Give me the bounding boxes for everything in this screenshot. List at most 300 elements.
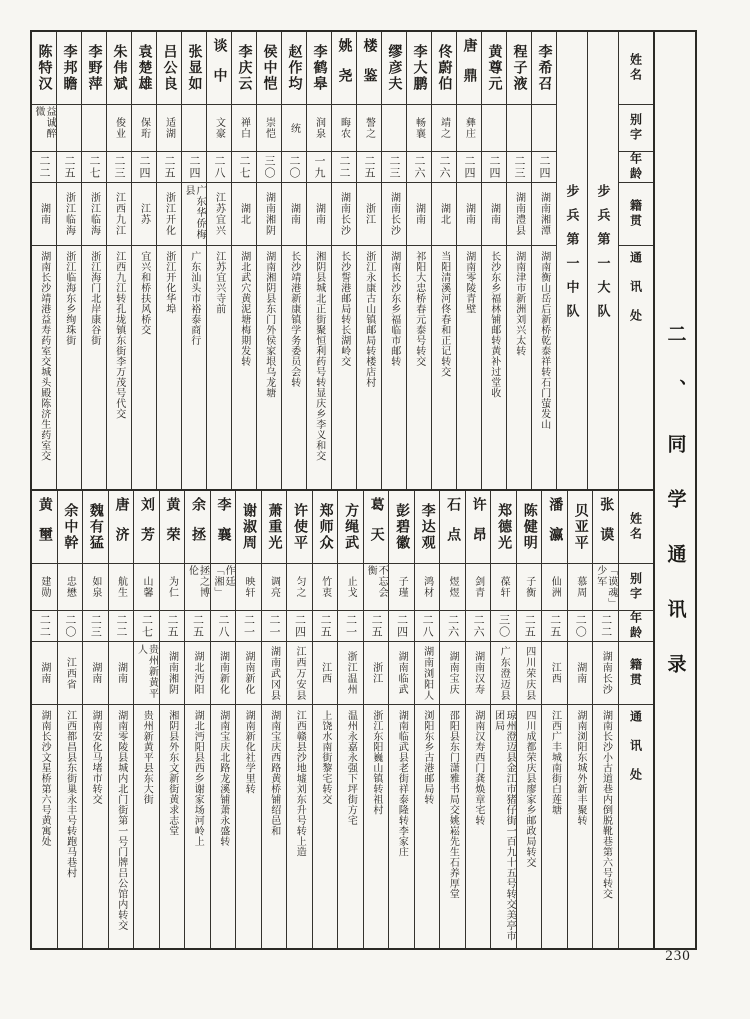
person-age: 二五 <box>319 614 332 638</box>
person-name: 许昂 <box>470 496 486 558</box>
person-name-cell <box>32 491 57 564</box>
person-age-cell <box>160 611 185 642</box>
person-age: 二五 <box>63 155 75 179</box>
person-courtesy-cell <box>32 105 56 152</box>
person-age-cell <box>593 611 618 642</box>
person-name-cell <box>182 32 206 105</box>
person-age-cell <box>357 152 381 183</box>
person-contact-cell <box>457 246 481 489</box>
person-courtesy: 统 <box>288 122 300 134</box>
person-contact: 湖南长沙文星桥第六号黄寓处 <box>39 710 51 847</box>
person-courtesy: 仙洲 <box>549 576 561 598</box>
person-age-cell <box>132 152 156 183</box>
person-age: 二五 <box>548 614 561 638</box>
person-age: 二二 <box>38 155 50 179</box>
person-contact: 湖南临武县老街祥泰隆转李家庄 <box>396 710 408 857</box>
person-contact-cell <box>157 246 181 489</box>
person-courtesy-cell <box>134 564 159 611</box>
person-courtesy-cell <box>287 564 312 611</box>
person-contact-cell <box>338 705 363 948</box>
person-name: 贝亚平 <box>572 503 588 551</box>
person-contact: 浙江开化华埠 <box>163 251 175 314</box>
person-courtesy: 子瑾 <box>396 576 408 598</box>
person-age: 二〇 <box>63 614 76 638</box>
header-column <box>618 32 653 489</box>
person-native-cell <box>82 183 106 246</box>
person-contact-cell <box>313 705 338 948</box>
person-age: 二三 <box>388 155 400 179</box>
person-column <box>406 32 431 489</box>
directory-table <box>32 32 653 948</box>
person-contact: 贵州新黄平县东大街 <box>141 710 153 805</box>
person-contact-cell <box>532 246 556 489</box>
person-age: 二二 <box>338 155 350 179</box>
person-name: 李庆云 <box>236 44 252 92</box>
person-courtesy-cell <box>357 105 381 152</box>
person-native: 浙江 <box>363 203 375 225</box>
person-column <box>159 491 185 948</box>
person-age-cell <box>532 152 556 183</box>
person-age: 三〇 <box>497 614 510 638</box>
person-courtesy-cell <box>211 564 236 611</box>
person-native: 江苏宜兴 <box>213 192 225 236</box>
person-name: 萧重光 <box>266 503 282 551</box>
person-age-cell <box>109 611 134 642</box>
person-name: 李襄 <box>215 496 231 558</box>
person-native: 四川荣庆县 <box>523 645 535 701</box>
person-contact-cell <box>482 246 506 489</box>
person-contact-cell <box>83 705 108 948</box>
person-native-cell <box>107 183 131 246</box>
person-contact-cell <box>185 705 210 948</box>
unit-label: 步兵第一中队 <box>564 183 580 328</box>
person-contact: 湖南衡山岳后新桥乾泰祥转石门萤发山 <box>538 251 550 430</box>
person-column <box>231 32 256 489</box>
person-native-cell <box>457 183 481 246</box>
person-name: 彭碧徽 <box>394 503 410 551</box>
person-age-cell <box>457 152 481 183</box>
person-courtesy-cell <box>313 564 338 611</box>
person-courtesy-cell <box>482 105 506 152</box>
person-age: 二七 <box>140 614 153 638</box>
person-name: 刘芳 <box>138 496 154 558</box>
person-name-cell <box>282 32 306 105</box>
person-name-cell <box>236 491 261 564</box>
person-contact-cell <box>568 705 593 948</box>
person-column <box>108 491 134 948</box>
person-native-cell <box>83 642 108 705</box>
person-column <box>337 491 363 948</box>
person-native: 江西 <box>319 662 331 684</box>
person-column <box>32 32 56 489</box>
person-name: 郑德光 <box>496 503 512 551</box>
person-courtesy-cell <box>491 564 516 611</box>
person-name: 朱伟斌 <box>111 44 127 92</box>
person-contact-cell <box>364 705 389 948</box>
person-name: 郑师众 <box>317 503 333 551</box>
person-native: 湖南临武 <box>396 651 408 695</box>
person-age: 二四 <box>488 155 500 179</box>
person-name: 吕公良 <box>161 44 177 92</box>
directory-section <box>32 32 653 489</box>
person-contact: 长沙誓港邮局转长湖岭交 <box>338 251 350 367</box>
person-column <box>531 32 556 489</box>
person-column <box>331 32 356 489</box>
person-age-cell <box>257 152 281 183</box>
person-native-cell <box>185 642 210 705</box>
person-name-cell <box>82 32 106 105</box>
person-native-cell <box>432 183 456 246</box>
person-name: 张显如 <box>186 44 202 92</box>
person-courtesy: 彝庄 <box>463 117 475 139</box>
person-contact: 祁阳大忠桥春元泰号转交 <box>413 251 425 367</box>
unit-column <box>587 32 618 489</box>
person-contact: 长沙东乡福林铺邮转黄补过堂收 <box>488 251 500 398</box>
person-native-cell <box>182 183 206 246</box>
person-courtesy-cell <box>332 105 356 152</box>
person-name: 潘瀛 <box>547 496 563 558</box>
person-age: 二一 <box>344 614 357 638</box>
person-courtesy-cell <box>185 564 210 611</box>
person-column <box>256 32 281 489</box>
person-name-cell <box>568 491 593 564</box>
person-native-cell <box>58 642 83 705</box>
person-native: 湖南湘潭 <box>538 192 550 236</box>
person-age: 二四 <box>395 614 408 638</box>
person-column <box>516 491 542 948</box>
person-age: 二三 <box>89 614 102 638</box>
person-courtesy: 謷之 <box>363 117 375 139</box>
person-courtesy-cell <box>407 105 431 152</box>
person-contact-cell <box>232 246 256 489</box>
person-courtesy-cell <box>160 564 185 611</box>
person-contact-cell <box>32 246 56 489</box>
person-contact-cell <box>82 246 106 489</box>
person-courtesy: 为仁 <box>166 576 178 598</box>
person-courtesy: 畅襄 <box>413 117 425 139</box>
person-age-cell <box>32 611 57 642</box>
person-courtesy: 忠懋 <box>64 576 76 598</box>
person-courtesy: 崇恺 <box>263 117 275 139</box>
header-courtesy-label: 别字 <box>628 572 643 602</box>
person-age: 二六 <box>446 614 459 638</box>
person-contact: 湖南浏阳东城外新丰聚转 <box>574 710 586 826</box>
person-age-cell <box>440 611 465 642</box>
person-age-cell <box>32 152 56 183</box>
person-native-cell <box>282 183 306 246</box>
person-native-cell <box>415 642 440 705</box>
header-courtesy-cell <box>619 105 653 152</box>
person-column <box>465 491 491 948</box>
person-age: 二八 <box>421 614 434 638</box>
person-age: 二〇 <box>574 614 587 638</box>
person-name: 谢淑周 <box>241 503 257 551</box>
person-age-cell <box>282 152 306 183</box>
person-age: 二二 <box>114 614 127 638</box>
person-contact: 湖南宝庆西路黄桥铺绍邑和 <box>268 710 280 836</box>
person-age: 二二 <box>599 614 612 638</box>
person-name: 佟蔚伯 <box>436 44 452 92</box>
header-native-label: 籍贯 <box>628 199 643 229</box>
person-age-cell <box>236 611 261 642</box>
person-courtesy: 文豪 <box>213 117 225 139</box>
person-column <box>312 491 338 948</box>
person-age-cell <box>491 611 516 642</box>
person-name: 黄尊元 <box>486 44 502 92</box>
person-column <box>456 32 481 489</box>
header-name-cell <box>619 491 653 564</box>
header-courtesy-cell <box>619 564 653 611</box>
person-age-cell <box>83 611 108 642</box>
header-contact-label: 通讯处 <box>628 710 643 797</box>
person-contact: 湖南长沙靖港益寿药室交城头殿陈济生药室交 <box>38 251 50 461</box>
person-native: 浙江开化 <box>163 192 175 236</box>
person-contact: 江西赣县沙地墟刘东升号转上造 <box>294 710 306 857</box>
person-courtesy: 保珩 <box>138 117 150 139</box>
person-courtesy-cell <box>457 105 481 152</box>
directory-section <box>32 489 653 948</box>
person-native-cell <box>482 183 506 246</box>
person-contact-cell <box>389 705 414 948</box>
person-age: 二四 <box>188 155 200 179</box>
person-contact-cell <box>282 246 306 489</box>
person-name-cell <box>382 32 406 105</box>
person-column <box>56 32 81 489</box>
person-native-cell <box>389 642 414 705</box>
person-courtesy-cell <box>182 105 206 152</box>
person-courtesy-cell <box>82 105 106 152</box>
person-contact: 湖南长沙小古道巷内倒脱靴巷第六号转交 <box>600 710 612 899</box>
person-contact-cell <box>109 705 134 948</box>
person-name-cell <box>517 491 542 564</box>
person-name-cell <box>457 32 481 105</box>
person-age-cell <box>382 152 406 183</box>
unit-column <box>556 32 587 489</box>
person-age-cell <box>307 152 331 183</box>
person-native-cell <box>338 642 363 705</box>
person-age-cell <box>568 611 593 642</box>
person-age: 一九 <box>313 155 325 179</box>
person-name-cell <box>157 32 181 105</box>
person-contact: 湖南零陵青壁 <box>463 251 475 314</box>
person-native-cell <box>157 183 181 246</box>
person-contact-cell <box>262 705 287 948</box>
person-age-cell <box>287 611 312 642</box>
person-name: 李邦瞻 <box>61 44 77 92</box>
person-age: 二五 <box>523 614 536 638</box>
person-courtesy: 煜煜 <box>447 576 459 598</box>
person-courtesy: 禅白 <box>238 117 250 139</box>
person-native-cell <box>232 183 256 246</box>
person-courtesy-cell <box>440 564 465 611</box>
person-contact-cell <box>211 705 236 948</box>
person-contact: 湖南零陵县城内北门街第一号门牌吕公馆内转交 <box>115 710 127 931</box>
header-native-label: 籍贯 <box>628 658 643 688</box>
person-native-cell <box>32 642 57 705</box>
person-contact: 四川成都荣庆县廖家乡邮政局转交 <box>523 710 535 868</box>
person-name: 石点 <box>445 496 461 558</box>
person-native-cell <box>207 183 231 246</box>
person-contact: 浏阳东乡古港邮局转 <box>421 710 433 805</box>
person-age-cell <box>432 152 456 183</box>
page-number: 230 <box>665 948 691 964</box>
person-native: 湖南 <box>38 662 50 684</box>
header-name-label: 姓名 <box>628 53 643 83</box>
person-name-cell <box>415 491 440 564</box>
person-native: 浙江 <box>370 662 382 684</box>
person-native: 江苏 <box>138 203 150 225</box>
person-name-cell <box>57 32 81 105</box>
person-courtesy-cell <box>257 105 281 152</box>
person-native: 江西 <box>549 662 561 684</box>
person-age: 二八 <box>217 614 229 638</box>
unit-label: 步兵第一大队 <box>595 183 611 328</box>
person-native-cell <box>440 642 465 705</box>
person-name-cell <box>58 491 83 564</box>
person-native-cell <box>466 642 491 705</box>
person-age-cell <box>332 152 356 183</box>
person-native: 江西九江 <box>113 192 125 236</box>
person-native: 浙江临海 <box>88 192 100 236</box>
person-age: 二三 <box>113 155 125 179</box>
person-name: 赵作均 <box>286 44 302 92</box>
section-title-strip <box>653 32 695 948</box>
header-age-label: 年龄 <box>628 611 643 641</box>
person-courtesy: 葆轩 <box>498 576 510 598</box>
person-courtesy: 航生 <box>115 576 127 598</box>
person-native: 湖南长沙 <box>600 651 612 695</box>
person-native-cell <box>382 183 406 246</box>
header-name-label: 姓名 <box>628 512 643 542</box>
person-contact-cell <box>382 246 406 489</box>
person-native-cell <box>364 642 389 705</box>
header-contact-cell <box>619 705 653 948</box>
person-age-cell <box>313 611 338 642</box>
person-name: 李达观 <box>419 503 435 551</box>
person-contact: 湖南湘阴县东门外侯家垠乌龙塘 <box>263 251 275 398</box>
person-native: 湖南 <box>574 662 586 684</box>
person-native-cell <box>160 642 185 705</box>
person-native-cell <box>211 642 236 705</box>
person-column <box>439 491 465 948</box>
person-name-cell <box>83 491 108 564</box>
person-native-cell <box>568 642 593 705</box>
person-courtesy: 建勋 <box>38 576 50 598</box>
person-courtesy: 「谟魂」少军 <box>594 565 617 605</box>
person-contact: 浙江东阳巍山镇转祖村 <box>370 710 382 815</box>
person-column <box>181 32 206 489</box>
person-column <box>388 491 414 948</box>
person-contact-cell <box>207 246 231 489</box>
person-native: 湖南 <box>313 203 325 225</box>
person-contact: 江西广丰城南街白莲塘 <box>549 710 561 815</box>
person-courtesy-cell <box>307 105 331 152</box>
person-courtesy: 映轩 <box>243 576 255 598</box>
person-age: 二〇 <box>288 155 300 179</box>
person-name: 黄荣 <box>164 496 180 558</box>
person-native: 江西省 <box>64 656 76 690</box>
person-native: 湖南 <box>115 662 127 684</box>
person-contact: 湖南津市新洲刘兴太转 <box>513 251 525 356</box>
person-courtesy-cell <box>109 564 134 611</box>
person-name-cell <box>109 491 134 564</box>
person-native: 湖南新化 <box>243 651 255 695</box>
header-contact-label: 通讯处 <box>628 251 643 338</box>
person-courtesy: 靖之 <box>438 117 450 139</box>
person-native: 湖南浏阳人 <box>421 645 433 701</box>
person-courtesy: 山馨 <box>140 576 152 598</box>
person-contact: 湖南宝庆北路龙溪铺萧永盛转 <box>217 710 229 847</box>
person-contact-cell <box>134 705 159 948</box>
person-courtesy: 润泉 <box>313 117 325 139</box>
person-native-cell <box>313 642 338 705</box>
person-courtesy: 匀之 <box>294 576 306 598</box>
person-contact-cell <box>160 705 185 948</box>
person-age: 二四 <box>463 155 475 179</box>
person-age-cell <box>364 611 389 642</box>
person-name-cell <box>232 32 256 105</box>
person-contact-cell <box>57 246 81 489</box>
person-contact: 宜兴和桥扶风桥交 <box>138 251 150 335</box>
person-courtesy-cell <box>262 564 287 611</box>
person-courtesy-cell <box>542 564 567 611</box>
person-name: 张谟 <box>598 496 614 558</box>
person-contact-cell <box>182 246 206 489</box>
person-name: 葛天 <box>368 496 384 558</box>
person-courtesy: 适湖 <box>163 117 175 139</box>
person-column <box>32 491 57 948</box>
person-courtesy-cell <box>415 564 440 611</box>
person-name: 程子液 <box>511 44 527 92</box>
person-age: 二一 <box>242 614 255 638</box>
person-native-cell <box>407 183 431 246</box>
person-courtesy: 竹衷 <box>319 576 331 598</box>
person-contact: 温州永嘉永强下坪街方宅 <box>345 710 357 826</box>
person-courtesy-cell <box>157 105 181 152</box>
person-age: 二五 <box>363 155 375 179</box>
person-age: 二七 <box>88 155 100 179</box>
person-age-cell <box>407 152 431 183</box>
person-courtesy-cell <box>382 105 406 152</box>
person-native-cell <box>32 183 56 246</box>
person-age: 二五 <box>163 155 175 179</box>
person-name: 李鹤皋 <box>311 44 327 92</box>
person-name: 方绳武 <box>343 503 359 551</box>
person-courtesy: 如泉 <box>89 576 101 598</box>
person-column <box>567 491 593 948</box>
person-contact: 长沙靖港新康镇学务委员会转 <box>288 251 300 388</box>
person-courtesy-cell <box>593 564 618 611</box>
person-native: 湖南湘阴 <box>166 651 178 695</box>
person-name-cell <box>389 491 414 564</box>
person-native-cell <box>57 183 81 246</box>
person-contact-cell <box>593 705 618 948</box>
person-name: 陈健明 <box>521 503 537 551</box>
person-contact-cell <box>236 705 261 948</box>
header-age-cell <box>619 152 653 183</box>
directory-table-frame <box>30 30 697 950</box>
person-contact-cell <box>415 705 440 948</box>
person-age-cell <box>211 611 236 642</box>
person-name-cell <box>542 491 567 564</box>
person-name: 袁楚雄 <box>136 44 152 92</box>
person-name-cell <box>466 491 491 564</box>
person-courtesy-cell <box>507 105 531 152</box>
header-courtesy-label: 别字 <box>628 113 643 143</box>
person-column <box>431 32 456 489</box>
person-native: 江西万安县 <box>294 645 306 701</box>
person-column <box>210 491 236 948</box>
